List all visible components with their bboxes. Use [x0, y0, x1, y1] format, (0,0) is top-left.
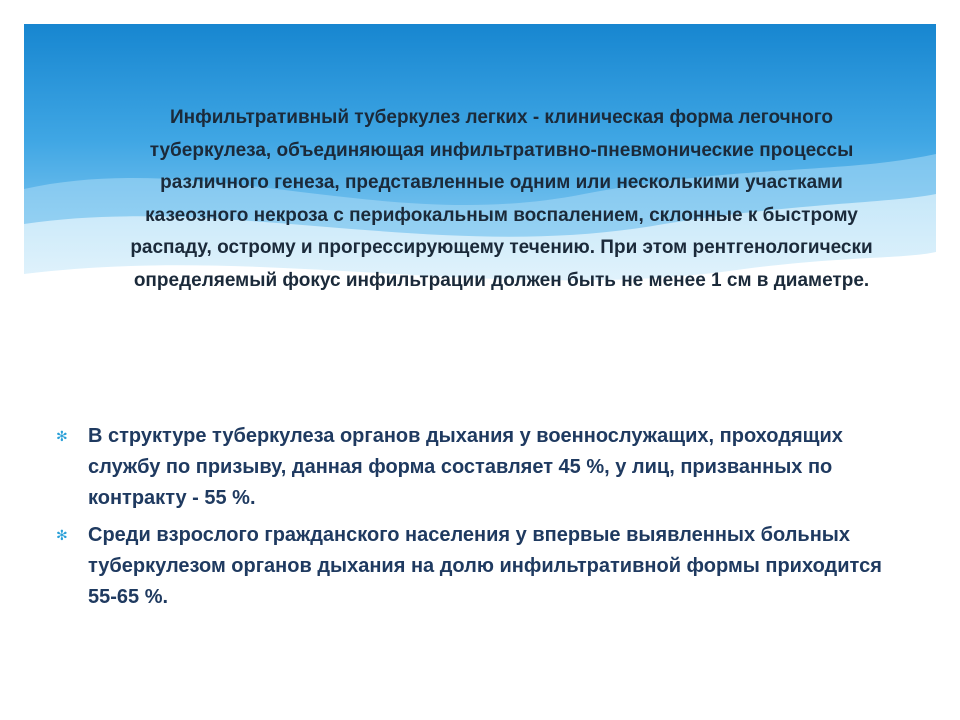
asterisk-icon: ✻ — [56, 527, 68, 543]
intro-paragraph: Инфильтративный туберкулез легких - клиническая форма легочного туберкулеза, объединяющая инфильтративно-пневмонические процессы различного генеза, представленные одним или несколькими участками казеозного некроза с перифокальным воспалением, склонные к быстрому распаду, острому и прогрессирующему течению. При этом рентгенологически определяемый фокус инфильтрации должен быть не менее 1 см в диаметре. — [130, 107, 873, 291]
bullet-text: Среди взрослого гражданского населения у впервые выявленных больных туберкулезом органов дыхания на долю инфильтративной формы приходится 55-65 %. — [88, 524, 882, 608]
bullet-item — [54, 421, 884, 514]
bullet-text: В структуре туберкулеза органов дыхания у военнослужащих, проходящих службу по призыву, данная форма составляет 45 %, у лиц, призванных по контракту - 55 %. — [88, 425, 843, 509]
bullet-list — [54, 421, 884, 619]
slide — [24, 24, 936, 696]
asterisk-icon: ✻ — [56, 428, 68, 444]
bullet-item — [54, 520, 884, 613]
